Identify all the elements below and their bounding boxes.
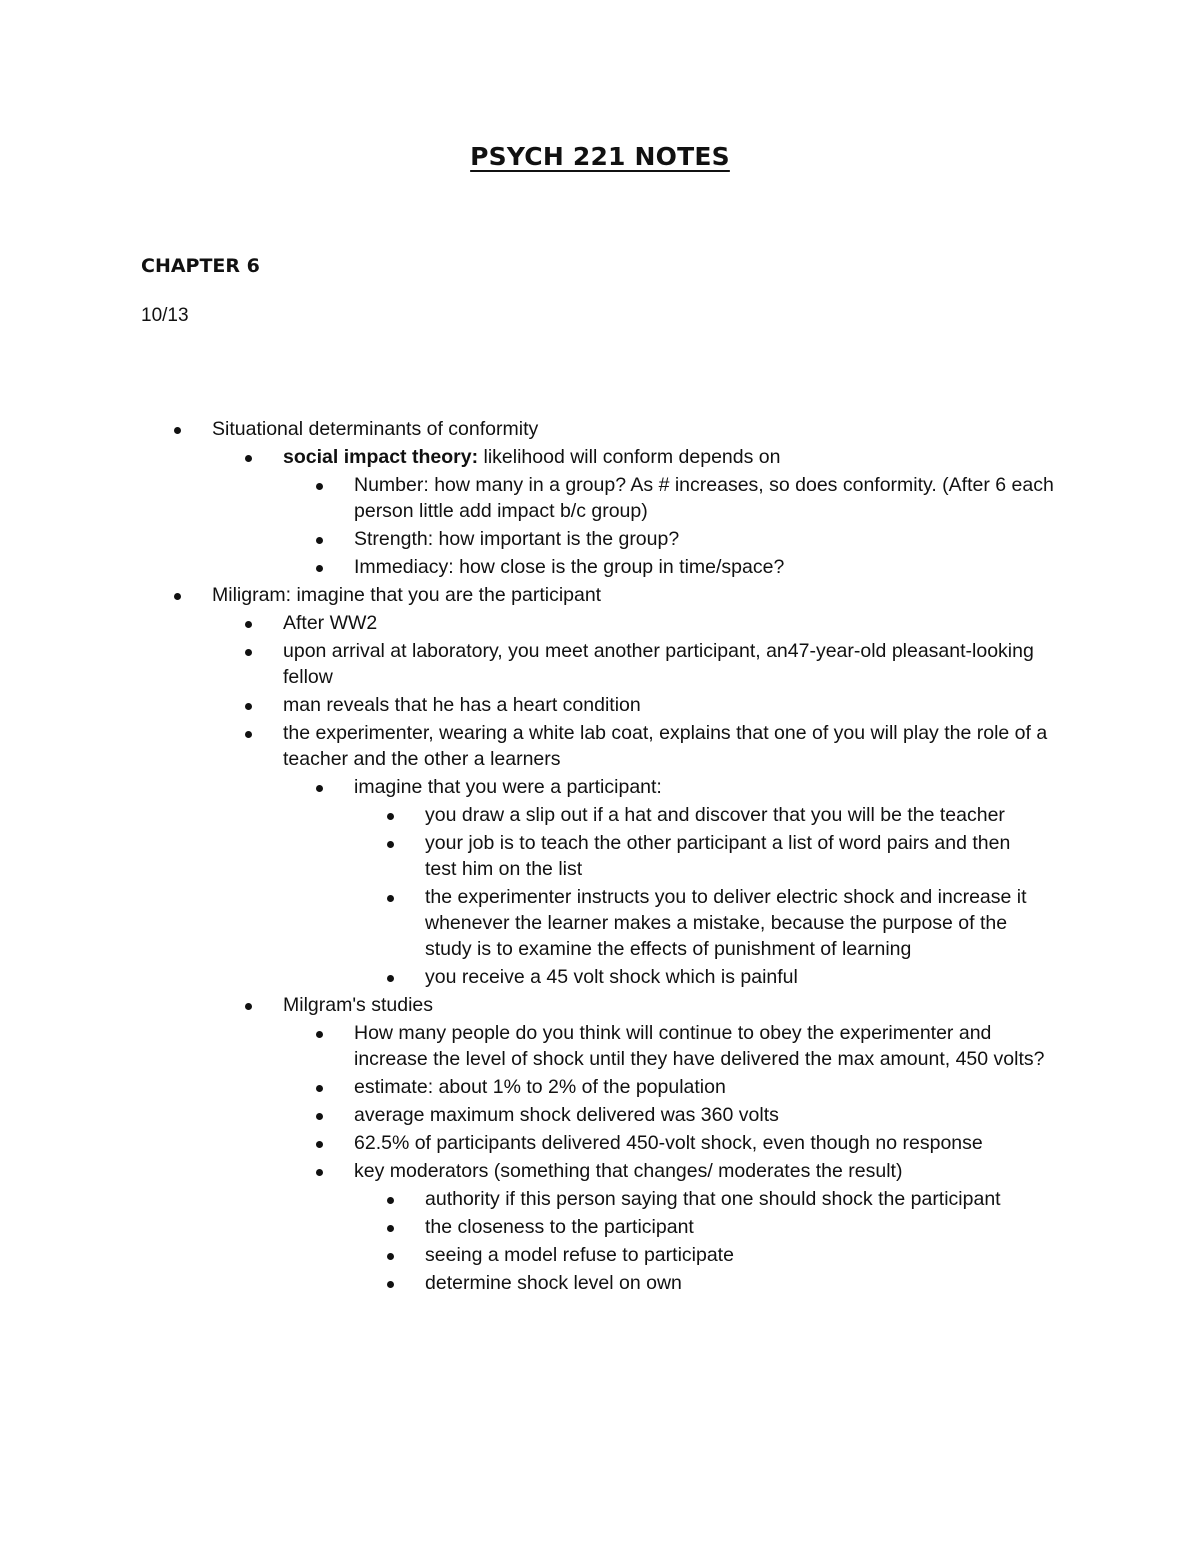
list-item-text: upon arrival at laboratory, you meet another participant, an47-year-old pleasant-looking fellow (283, 640, 1034, 688)
list-item (0, 582, 1200, 608)
list-item-text: you draw a slip out if a hat and discover that you will be the teacher (425, 804, 1005, 826)
list-item-text: Situational determinants of conformity (212, 418, 539, 440)
list-item-text: your job is to teach the other participant a list of word pairs and then test him on the list (425, 832, 1011, 880)
bullet-icon (245, 455, 252, 462)
list-item-text: Strength: how important is the group? (354, 528, 680, 550)
list-item-text: seeing a model refuse to participate (425, 1244, 734, 1266)
bold-term: social impact theory: (283, 446, 479, 468)
list-item-text: Milgram's studies (283, 994, 434, 1016)
list-item-text: key moderators (something that changes/ moderates the result) (354, 1160, 903, 1182)
list-item-text: Number: how many in a group? As # increases, so does conformity. (After 6 each person little add impact b/c group) (354, 474, 1054, 522)
bullet-icon (316, 1085, 323, 1092)
list-item-text: After WW2 (283, 612, 378, 634)
bullet-icon (316, 565, 323, 572)
list-item (0, 964, 1200, 990)
bullet-icon (316, 537, 323, 544)
bullet-icon (387, 841, 394, 848)
list-item (0, 444, 1200, 470)
list-item (0, 526, 1200, 552)
list-item (0, 1130, 1200, 1156)
list-item-text: man reveals that he has a heart condition (283, 694, 641, 716)
list-item-text: 62.5% of participants delivered 450-volt shock, even though no response (354, 1132, 983, 1154)
bullet-icon (316, 1141, 323, 1148)
list-item (0, 1074, 1200, 1100)
notes-list (0, 416, 1200, 1298)
list-item (0, 692, 1200, 718)
list-item (0, 1102, 1200, 1128)
list-item-text: the experimenter, wearing a white lab coat, explains that one of you will play the role of a teacher and the other a learners (283, 722, 1048, 770)
page-title: PSYCH 221 NOTES (470, 142, 730, 171)
list-item (0, 1270, 1200, 1296)
list-item (0, 884, 1200, 962)
list-item (0, 830, 1200, 882)
list-item-text: you receive a 45 volt shock which is painful (425, 966, 798, 988)
bullet-icon (387, 1225, 394, 1232)
list-item (0, 992, 1200, 1018)
list-item-text: average maximum shock delivered was 360 volts (354, 1104, 779, 1126)
list-item (0, 472, 1200, 524)
bullet-icon (387, 895, 394, 902)
list-item (0, 416, 1200, 442)
bullet-icon (174, 427, 181, 434)
list-item (0, 720, 1200, 772)
list-item (0, 1158, 1200, 1184)
list-item-text: estimate: about 1% to 2% of the population (354, 1076, 726, 1098)
bullet-icon (387, 1253, 394, 1260)
list-item-text: imagine that you were a participant: (354, 776, 662, 798)
list-item (0, 802, 1200, 828)
list-item-text: authority if this person saying that one should shock the participant (425, 1188, 1001, 1210)
bullet-icon (316, 1113, 323, 1120)
list-item (0, 554, 1200, 580)
list-item-text: the closeness to the participant (425, 1216, 694, 1238)
bullet-icon (387, 975, 394, 982)
list-item (0, 610, 1200, 636)
term-definition: likelihood will conform depends on (478, 446, 781, 468)
list-item (0, 638, 1200, 690)
list-item (0, 1020, 1200, 1072)
bullet-icon (245, 621, 252, 628)
list-item (0, 1214, 1200, 1240)
bullet-icon (316, 1169, 323, 1176)
bullet-icon (174, 593, 181, 600)
list-item (0, 1242, 1200, 1268)
bullet-icon (316, 1031, 323, 1038)
bullet-icon (387, 813, 394, 820)
bullet-icon (245, 703, 252, 710)
list-item-text: Immediacy: how close is the group in time/space? (354, 556, 785, 578)
list-item-text (283, 444, 1068, 470)
bullet-icon (316, 785, 323, 792)
list-item (0, 1186, 1200, 1212)
bullet-icon (387, 1197, 394, 1204)
bullet-icon (245, 649, 252, 656)
bullet-icon (316, 483, 323, 490)
list-item-text: determine shock level on own (425, 1272, 682, 1294)
list-item-text: the experimenter instructs you to deliver electric shock and increase it whenever the learner makes a mistake, because the purpose of the study is to examine the effects of punishment of learning (425, 886, 1027, 960)
list-item-text: Miligram: imagine that you are the participant (212, 584, 602, 606)
chapter-heading: CHAPTER 6 (141, 255, 260, 277)
list-item (0, 774, 1200, 800)
bullet-icon (245, 731, 252, 738)
bullet-icon (387, 1281, 394, 1288)
date-label: 10/13 (141, 305, 189, 326)
list-item-text: How many people do you think will continue to obey the experimenter and increase the level of shock until they have delivered the max amount, 450 volts? (354, 1022, 1045, 1070)
bullet-icon (245, 1003, 252, 1010)
